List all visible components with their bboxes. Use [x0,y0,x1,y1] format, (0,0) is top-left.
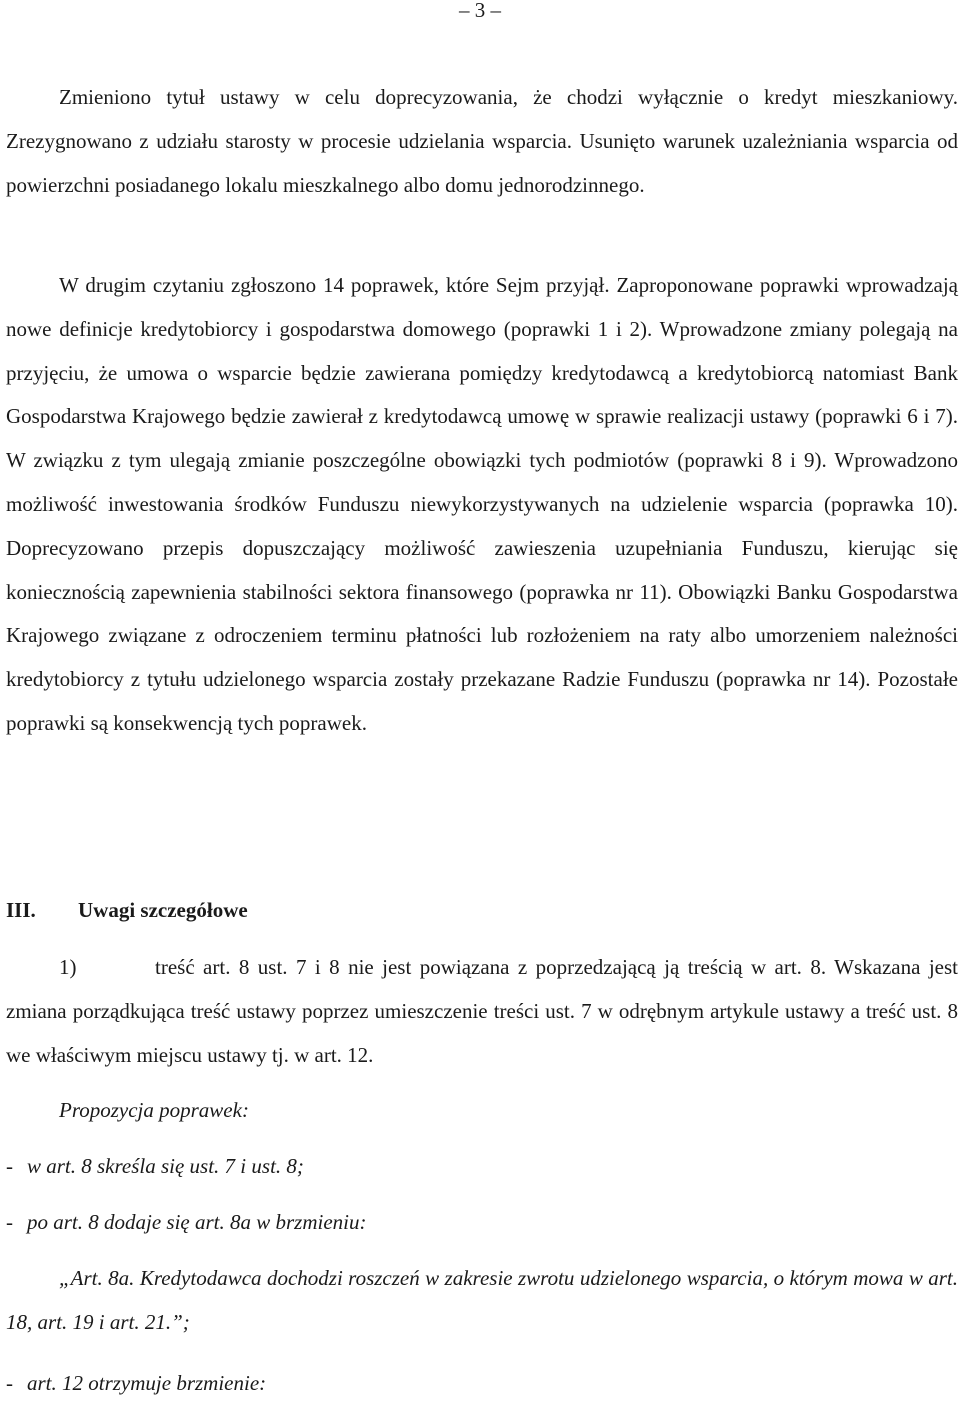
section-number: III. [6,898,36,922]
proposal-line-1-text: w art. 8 skreśla się ust. 7 i ust. 8; [27,1154,304,1178]
dash-marker: - [6,1154,13,1178]
proposal-quote: „Art. 8a. Kredytodawca dochodzi roszczeń w zakresie zwrotu udzielonego wsparcia, o którym mowa w art. 18, art. 19 i art. 21.”; [6,1266,958,1334]
section-title: Uwagi szczegółowe [78,898,248,922]
page-number: – 3 – [459,0,501,22]
proposal-line-2 [6,1202,367,1242]
remark-item-1 [6,946,958,1077]
proposal-label: Propozycja poprawek: [59,1098,249,1122]
remark-item-number: 1) [59,955,77,979]
section-heading [6,890,248,930]
dash-marker: - [6,1371,13,1395]
dash-marker: - [6,1210,13,1234]
remark-item-text: treść art. 8 ust. 7 i 8 nie jest powiązana z poprzedzającą ją treścią w art. 8. Wskazana jest zmiana porządkująca treść ustawy poprzez umieszczenie treści ust. 7 w odrębnym artykule ustawy a treść ust. 8 we właściwym miejscu ustawy tj. w art. 12. [6,955,958,1067]
proposal-line-3 [6,1363,266,1403]
proposal-line-2-text: po art. 8 dodaje się art. 8a w brzmieniu: [27,1210,367,1234]
proposal-line-1 [6,1146,304,1186]
proposal-line-3-text: art. 12 otrzymuje brzmienie: [27,1371,267,1395]
paragraph-title-change: Zmieniono tytuł ustawy w celu doprecyzowania, że chodzi wyłącznie o kredyt mieszkaniowy. Zrezygnowano z udziału starosty w procesie udzielania wsparcia. Usunięto warunek uzależniania wsparcia od powierzchni posiadanego lokalu mieszkalnego albo domu jednorodzinnego. [6,85,958,197]
paragraph-second-reading: W drugim czytaniu zgłoszono 14 poprawek, które Sejm przyjął. Zaproponowane poprawki wprowadzają nowe definicje kredytobiorcy i gospodarstwa domowego (poprawki 1 i 2). Wprowadzone zmiany polegają na przyjęciu, że umowa o wsparcie będzie zawierana pomiędzy kredytodawcą a kredytobiorcą natomiast Bank Gospodarstwa Krajowego będzie zawierał z kredytodawcą umowę w sprawie realizacji ustawy (poprawki 6 i 7). W związku z tym ulegają zmianie poszczególne obowiązki tych podmiotów (poprawki 8 i 9). Wprowadzono możliwość inwestowania środków Funduszu niewykorzystywanych na udzielenie wsparcia (poprawka 10). Doprecyzowano przepis dopuszczający możliwość zawieszenia uzupełniania Funduszu, kierując się koniecznością zapewnienia stabilności sektora finansowego (poprawka nr 11). Obowiązki Banku Gospodarstwa Krajowego związane z odroczeniem terminu płatności lub rozłożeniem na raty albo umorzeniem należności kredytobiorcy z tytułu udzielonego wsparcia zostały przekazane Radzie Funduszu (poprawka nr 14). Pozostałe poprawki są konsekwencją tych poprawek. [6,273,958,735]
